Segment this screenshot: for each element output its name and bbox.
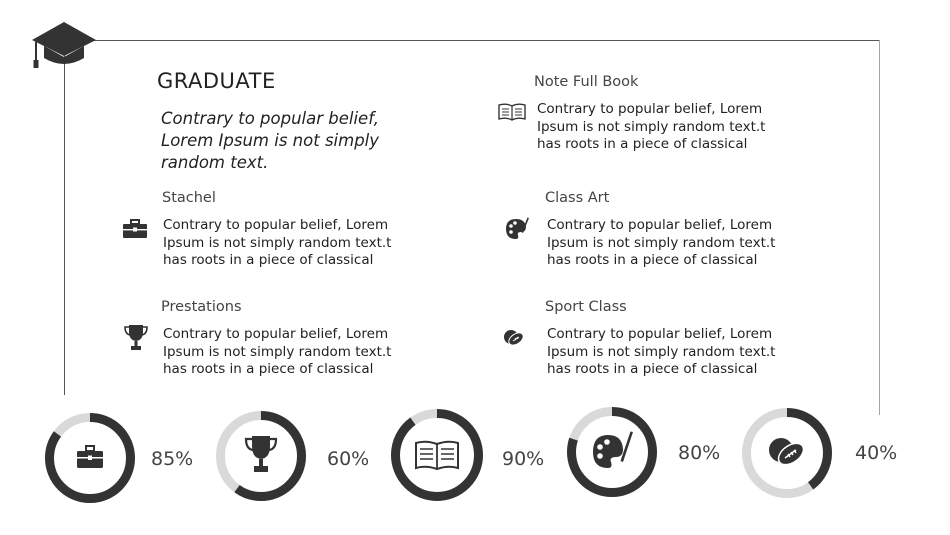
progress-label-palette: 80% bbox=[678, 442, 721, 464]
frame-left-line bbox=[64, 55, 65, 395]
section-heading-class-art: Class Art bbox=[545, 190, 610, 206]
trophy-icon bbox=[124, 324, 148, 352]
book-icon bbox=[498, 103, 526, 121]
section-body-note-full-book: Contrary to popular belief, Lorem Ipsum is not simply random text.t has roots in a piece of classical bbox=[537, 101, 766, 152]
briefcase-icon bbox=[122, 219, 148, 239]
section-body-sport-class: Contrary to popular belief, Lorem Ipsum is not simply random text.t has roots in a piece of classical bbox=[547, 326, 776, 377]
progress-ring-briefcase bbox=[44, 412, 136, 504]
progress-label-briefcase: 85% bbox=[151, 448, 194, 470]
book-icon bbox=[416, 442, 458, 469]
progress-ring-book bbox=[390, 408, 484, 502]
tagline: Contrary to popular belief, Lorem Ipsum is not simply random text. bbox=[161, 109, 380, 172]
progress-label-book: 90% bbox=[502, 448, 545, 470]
section-heading-sport-class: Sport Class bbox=[545, 299, 627, 315]
progress-ring-football bbox=[741, 407, 833, 499]
progress-label-trophy: 60% bbox=[327, 448, 370, 470]
page-title: GRADUATE bbox=[157, 69, 276, 93]
trophy-icon bbox=[246, 436, 276, 472]
section-body-stachel: Contrary to popular belief, Lorem Ipsum is not simply random text.t has roots in a piece of classical bbox=[163, 217, 392, 268]
palette-icon bbox=[505, 217, 531, 241]
briefcase-icon bbox=[77, 446, 103, 468]
section-body-class-art: Contrary to popular belief, Lorem Ipsum is not simply random text.t has roots in a piece of classical bbox=[547, 217, 776, 268]
frame-top-line bbox=[65, 40, 880, 41]
progress-label-football: 40% bbox=[855, 442, 898, 464]
football-icon bbox=[503, 328, 525, 348]
progress-ring-palette bbox=[566, 406, 658, 498]
section-heading-prestations: Prestations bbox=[161, 299, 242, 315]
section-heading-stachel: Stachel bbox=[162, 190, 216, 206]
football-icon bbox=[769, 438, 807, 469]
palette-icon bbox=[593, 432, 633, 469]
section-heading-note-full-book: Note Full Book bbox=[534, 74, 639, 90]
progress-ring-trophy bbox=[215, 410, 307, 502]
section-body-prestations: Contrary to popular belief, Lorem Ipsum is not simply random text.t has roots in a piece of classical bbox=[163, 326, 392, 377]
graduation-cap-icon bbox=[30, 18, 98, 72]
frame-right-line bbox=[879, 40, 880, 415]
